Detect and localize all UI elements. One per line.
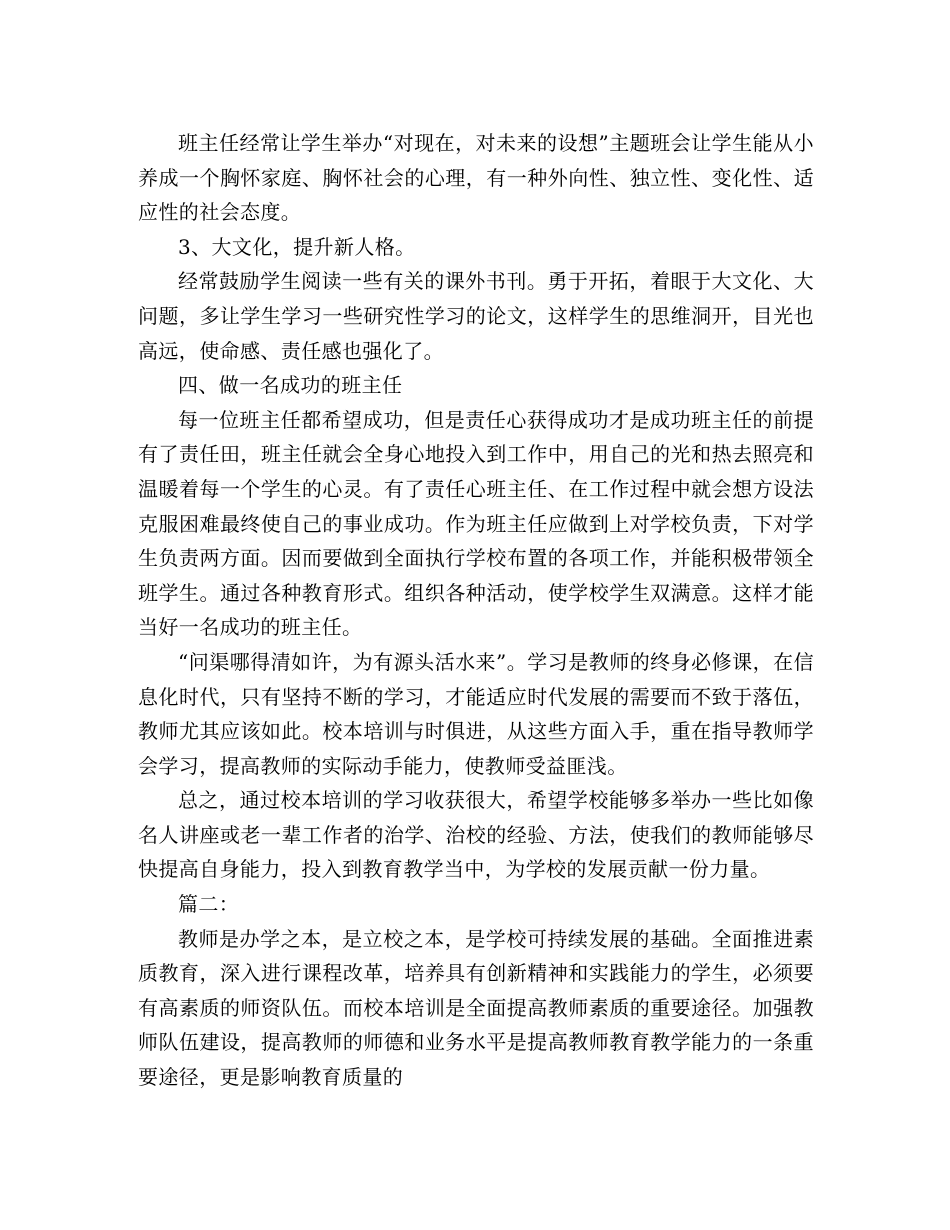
heading-big-culture: 3、大文化，提升新人格。: [178, 234, 416, 259]
paragraph-theme-meeting: 班主任经常让学生举办“对现在，对未来的设想”主题班会让学生能从小养成一个胸怀家庭、胸怀社会的心理，有一种外向性、独立性、变化性、适应性的社会态度。: [138, 131, 814, 225]
paragraph-reading: 经常鼓励学生阅读一些有关的课外书刊。勇于开拓，着眼于大文化、大问题，多让学生学习一些研究性学习的论文，这样学生的思维洞开，目光也高远，使命感、责任感也强化了。: [138, 269, 814, 363]
paragraph-summary: 总之，通过校本培训的学习收获很大，希望学校能够多举办一些比如像名人讲座或老一辈工作者的治学、治校的经验、方法，使我们的教师能够尽快提高自身能力，投入到教育教学当中，为学校的发展贡献一份力量。: [138, 788, 814, 882]
paragraph-teacher-foundation: 教师是办学之本，是立校之本，是学校可持续发展的基础。全面推进素质教育，深入进行课程改革，培养具有创新精神和实践能力的学生，必须要有高素质的师资队伍。而校本培训是全面提高教师素质的重要途径。加强教师队伍建设，提高教师的师德和业务水平是提高教师教育教学能力的一条重要途径，更是影响教育质量的: [138, 926, 814, 1090]
paragraph-learning: “问渠哪得清如许，为有源头活水来”。学习是教师的终身必修课，在信息化时代，只有坚持不断的学习，才能适应时代发展的需要而不致于落伍，教师尤其应该如此。校本培训与时俱进，从这些方面入手，重在指导教师学会学习，提高教师的实际动手能力，使教师受益匪浅。: [138, 649, 814, 778]
heading-successful-teacher: 四、做一名成功的班主任: [178, 373, 403, 398]
paragraph-responsibility: 每一位班主任都希望成功，但是责任心获得成功才是成功班主任的前提有了责任田，班主任就会全身心地投入到工作中，用自己的光和热去照亮和温暖着每一个学生的心灵。有了责任心班主任、在工作过程中就会想方设法克服困难最终使自己的事业成功。作为班主任应做到上对学校负责，下对学生负责两方面。因而要做到全面执行学校布置的各项工作，并能积极带领全班学生。通过各种教育形式。组织各种活动，使学校学生双满意。这样才能当好一名成功的班主任。: [138, 407, 814, 640]
heading-part-two: 篇二：: [178, 892, 240, 917]
document-page: [138, 126, 814, 1095]
